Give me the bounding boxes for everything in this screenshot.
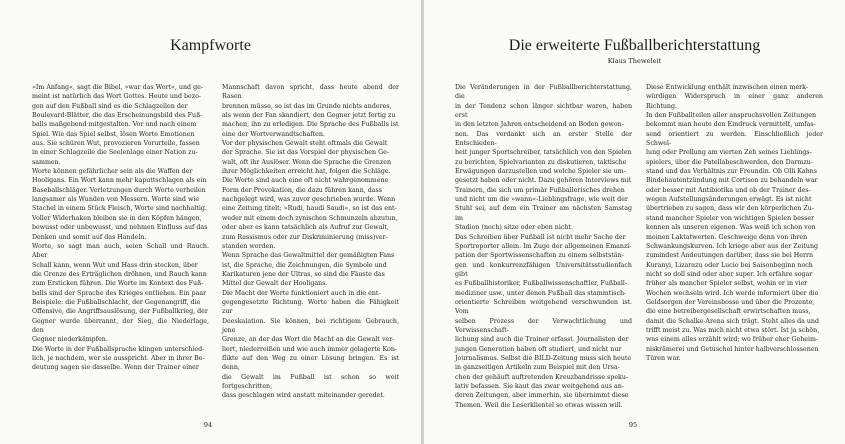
text-line: nicht so doll sind oder aber super. Ich erfahre sogar bbox=[646, 270, 813, 278]
text-line: übertrieben zu sagen, dass wir den körperlichen Zu- bbox=[646, 205, 814, 213]
text-line: In den Fußballteilen aller anspruchsvollen Zeitungen bbox=[646, 112, 817, 120]
text-line: Voller Widerhaken bleiben sie in den Köpfen hängen, bbox=[32, 214, 202, 222]
text-line: Trainern, die sich um primär Fußballerisches drehen bbox=[455, 186, 625, 194]
text-line: deutung sagen sie dasselbe. Wenn der Trainer einer bbox=[32, 364, 199, 372]
text-line: balls sind der Sprache des Krieges entliehen. Ein paar bbox=[32, 289, 207, 297]
text-line: Mittel der Gewalt der Hooligans. bbox=[222, 280, 328, 288]
text-line: zumindest Andeutungen darüber, dass sie bei Herrn bbox=[646, 252, 814, 260]
text-line: stand mancher Spieler von wichtigen Spielen besser bbox=[646, 214, 815, 222]
text-line: in einer Schlagzeile die Seelenlage einer Nation zu- bbox=[32, 149, 198, 157]
text-line: Die Worte sind auch eine oft nicht wahrgenommene bbox=[222, 177, 389, 185]
left-page bbox=[0, 0, 421, 444]
page-number: 95 bbox=[628, 421, 638, 429]
text-line: Offensive, die Angriffsauslösung, der Fußballkrieg, der bbox=[32, 308, 208, 316]
text-line: eine Zeitung titelt: »Rudi, haudi Saudi«, so ist das ent- bbox=[222, 205, 397, 213]
text-line: orientierte Schreiben weitgehend verschwunden ist. Vom bbox=[455, 298, 632, 316]
text-column-2 bbox=[646, 83, 823, 363]
text-line: Mannschaft davon spricht, dass heute abend der Rasen bbox=[222, 84, 399, 101]
text-line: machen, ihn zu erledigen. Die Sprache des Fußballs ist bbox=[222, 121, 399, 129]
text-line: Journalismus. Selbst die BILD-Zeitung muss sich heute bbox=[455, 354, 632, 362]
text-line: zum Ersticken führen. Die Worte im Kontext des Fuß- bbox=[32, 280, 204, 288]
text-line: Beispiele: die Fußballschlacht, der Gegenangriff, die bbox=[32, 298, 201, 306]
text-line: Vor der physischen Gewalt steht oftmals die Gewalt bbox=[222, 140, 388, 148]
text-line: Kuranyi, Lizarazu oder Lucio bei Saisonbeginn noch bbox=[646, 261, 813, 269]
text-line: gegengesetzte Richtung. Worte haben die Fähigkeit zur bbox=[222, 298, 399, 316]
text-line: Hooligans. Ein Wort kann mehr kaputtschlagen als ein bbox=[32, 177, 207, 185]
text-line: Wenn Sprache das Gewaltmittel der gemäßigten Fans bbox=[222, 252, 395, 260]
text-line: der Sprache. Sie ist das Vorspiel der physischen Ge- bbox=[222, 149, 389, 157]
text-line: Stuhl sei, auf dem ein Trainer am nächsten Samstag im bbox=[455, 205, 632, 222]
text-line: in der Tendenz schon länger sichtbar waren, haben erst bbox=[455, 102, 632, 120]
text-line: ihrer Möglichkeiten erreicht hat, folgen die Schläge. bbox=[222, 168, 391, 176]
text-line: was einem alles erzählt wird; wo früher eher Geheim- bbox=[646, 336, 819, 344]
text-line: jungen Generation haben oft studiert, und nicht nur bbox=[455, 345, 622, 353]
text-line: Spiel. Wie das Spiel selbst, lösen Worte Emotionen bbox=[32, 130, 195, 138]
text-line: Sportreporter allein. Im Zuge der allgemeinen Emanzi- bbox=[455, 242, 632, 250]
page-title: Die erweiterte Fußballberichterstattung bbox=[508, 37, 761, 54]
text-line: gen und konkurrenzfähigen Universitätsstudienfach gibt bbox=[455, 261, 632, 278]
text-column-2 bbox=[222, 83, 399, 401]
text-line: oder aber es kann tatsächlich als Aufruf zur Gewalt, bbox=[222, 224, 389, 232]
author-name: Klaus Theweleit bbox=[607, 57, 662, 65]
text-line: die Gewalt im Fußball ist schon so weit fortgeschritten, bbox=[222, 373, 399, 390]
text-line: »Im Anfang«, sagt die Bibel, »war das Wort«, und ge- bbox=[32, 84, 203, 91]
page-title: Kampfworte bbox=[170, 37, 251, 54]
text-line: send orientiert zu werden. Einschließlich jeder Schwel- bbox=[646, 130, 823, 148]
right-page bbox=[424, 0, 845, 444]
text-line: dass geschlagen wird anstatt miteinander geredet. bbox=[222, 392, 385, 400]
text-line: balls maßgebend mitgestalten. Vor und nach einem bbox=[32, 121, 197, 129]
text-line: Erwägungen darzustellen und welche Spieler sie um- bbox=[455, 168, 626, 176]
text-line: Stadion (noch) sitze oder eben nicht. bbox=[455, 224, 573, 232]
text-line: sammen. bbox=[32, 158, 61, 166]
text-line: Boulevard-Blätter, die das Erscheinungsbild des Fuß- bbox=[32, 112, 203, 120]
text-line: Grenze, an der das Wort die Macht an die Gewalt ver- bbox=[222, 336, 395, 344]
text-line: Geldsorgen der Vereinsbosse und über die Prozente, bbox=[646, 298, 815, 306]
text-line: meint ist natürlich das Wort Gottes. Heute und bezo- bbox=[32, 93, 202, 101]
text-line: spielers, über die Patellabeschwerden, den Darmzu- bbox=[646, 158, 813, 166]
text-line: aus. Sie schüren Wut, provozieren Vorurteile, fassen bbox=[32, 140, 200, 148]
text-line: Die Veränderungen in der Fußballberichterstattung, die bbox=[455, 84, 632, 101]
text-line: die eine betreibergesellschaft erwirtschaften muss, bbox=[646, 308, 811, 316]
text-line: Die Worte in der Fußballsprache klingen unterschied- bbox=[32, 345, 205, 353]
text-line: Worte, so sagt man auch, seien Schall und Rauch. Aber bbox=[32, 242, 209, 260]
text-line: flikte auf den Weg zu einer Lösung bringen. Es ist denn, bbox=[222, 354, 399, 372]
text-line: Karikaturen jene der Ultras, so sind die Fäuste das bbox=[222, 270, 385, 278]
text-line: lichung sind auch die Trainer erfasst. Journalisten der bbox=[455, 336, 629, 344]
text-line: Türen war. bbox=[646, 354, 681, 362]
text-line: nachgelegt wird, was zuvor geschrieben wurde. Wenn bbox=[222, 196, 396, 204]
text-line: oder besser mit Antibiotika und ob der Trainer des- bbox=[646, 186, 811, 194]
text-line: Gegner wurde überrannt, der Sieg, die Niederlage, den bbox=[32, 317, 209, 334]
text-line: heit junger Sportschreiber, tatsächlich von den Spielen bbox=[455, 149, 632, 157]
text-line: trifft meist zu. Was mich nicht etwa stört. Ist ja schön, bbox=[646, 326, 820, 334]
text-line: niskrämerei und Getuschel hinter halbverschlossenen bbox=[646, 345, 819, 353]
text-line: meinen Laktatwerten. Geschweige denn von ihren bbox=[646, 233, 808, 241]
text-line: Die Macht der Worte funktioniert auch in die ent- bbox=[222, 289, 381, 297]
text-line: als wenn der Fan skandiert, den Gegner jetzt fertig zu bbox=[222, 112, 396, 120]
text-line: Schall kann, wenn Wut und Hass drin stecken, über bbox=[32, 261, 198, 269]
text-line: in ganzseitigen Artikeln zum Beispiel mit den Ursa- bbox=[455, 364, 620, 372]
text-line: früher als mancher Spieler selbst, wohin er in vier bbox=[646, 280, 808, 288]
text-line: eine der Wortverwandtschaften. bbox=[222, 130, 325, 138]
text-line: mediziner usw., unter denen Fußball das stammtisch- bbox=[455, 289, 627, 297]
text-line: Bindehautentzündung mit Cortison zu behandeln war bbox=[646, 177, 818, 185]
text-line: würdigen Widerspruch in einer ganz anderen Richtung. bbox=[646, 93, 823, 110]
text-line: lativ befassen. Sie kaut das zwar weitgehend aus an- bbox=[455, 383, 624, 390]
text-line: lich, je nachdem, wer sie ausspricht. Aber in ihrer Be- bbox=[32, 354, 205, 362]
text-line: chen der gehäuft auftretenden Kreuzbandrisse speku- bbox=[455, 373, 629, 381]
text-line: weder mit einem doch zynischen Schmunzeln abzutun, bbox=[222, 214, 398, 222]
text-column-1 bbox=[455, 83, 632, 410]
text-line: zum Rassismus oder zur Diskriminierung (miss)ver- bbox=[222, 233, 388, 241]
text-line: selben Prozess der Verwachtlichung und Verwissenschaft- bbox=[455, 317, 632, 334]
text-line: Denken und somit auf das Handeln. bbox=[32, 233, 147, 241]
text-line: Deeskalation. Sie können, bei richtigem Gebrauch, jene bbox=[222, 317, 399, 334]
text-line: walt, oft ihr Auslöser. Wenn die Sprache die Grenzen bbox=[222, 158, 392, 166]
text-line: lung oder Prellung am vierten Zeh seines Lieblings- bbox=[646, 149, 812, 157]
page-number: 94 bbox=[203, 421, 213, 429]
text-line: langsamer als Wunden von Messern. Worte sind wie bbox=[32, 196, 200, 204]
text-line: zu berichten, Spielvarianten zu diskutieren, taktische bbox=[455, 158, 627, 166]
text-line: die Grenze des Erträglichen dröhnen, und Rauch kann bbox=[32, 270, 207, 278]
text-line: Wochen wechseln wird. Ich werde informiert über die bbox=[646, 289, 819, 297]
text-line: Baseballschläger. Verletzungen durch Worte verheilen bbox=[32, 186, 206, 194]
text-line: und nicht um die »wann«-Lieblingsfrage, wie weit der bbox=[455, 196, 628, 204]
text-line: wegen Aufstellungsänderungen erwägt. Es ist nicht bbox=[646, 196, 812, 204]
text-line: bewusst oder unbewusst, und nehmen Einfluss auf das bbox=[32, 224, 208, 232]
text-line: Worte können gefährlicher sein als die Waffen der bbox=[32, 168, 193, 176]
text-line: nen. Das verdankt sich an erster Stelle der Entschieden- bbox=[455, 130, 632, 148]
text-line: kennen als unseren eigenen. Was weiß ich schon von bbox=[646, 224, 816, 232]
text-line: standen werden. bbox=[222, 242, 276, 250]
text-line: es Fußballhistoriker, Fußballwissenschaftler, Fußball- bbox=[455, 280, 628, 288]
text-line: bekommt man heute den Eindruck vermittelt, umfas- bbox=[646, 121, 816, 129]
text-line: liert, niederreißen und wie auch immer gelagerte Kon- bbox=[222, 345, 398, 353]
text-line: gen auf den Fußball sind es die Schlagzeilen der bbox=[32, 102, 188, 110]
text-line: brennen müsse, so ist das im Grunde nichts anderes, bbox=[222, 102, 392, 110]
text-line: Gegner niederkämpfen. bbox=[32, 336, 108, 344]
text-line: deren Zeitungen, aber immerhin, sie übernimmt diese bbox=[455, 392, 629, 400]
text-line: pation der Sportwissenschaften zu einem selbststän- bbox=[455, 252, 624, 260]
text-line: Stachel in einem Stück Fleisch, Worte sind nachhaltig. bbox=[32, 205, 207, 213]
text-line: Diese Entwicklung enthält inzwischen einen merk- bbox=[646, 84, 809, 91]
text-column-1 bbox=[32, 83, 209, 373]
text-line: damit die Schalke-Arena sich trägt. Steht alles da und bbox=[646, 317, 820, 325]
text-line: Form der Provokation, die dazu führen kann, dass bbox=[222, 186, 383, 194]
text-line: Das Schreiben über Fußball ist nicht mehr Sache der bbox=[455, 233, 626, 241]
text-line: ist, die Sprache, die Zeichnungen, die Symbole und bbox=[222, 261, 387, 269]
text-line: stand und das Verhältnis zur Freundin. Ob Olli Kahns bbox=[646, 168, 818, 176]
text-line: gesetzt haben oder nicht. Dazu gehören Interviews mit bbox=[455, 177, 632, 185]
text-line: Themen. Weil die Leserklientel so etwas wissen will. bbox=[455, 401, 623, 409]
text-line: Schwankungskurven. Ich kriege aber aus der Zeitung bbox=[646, 242, 819, 250]
text-line: in den letzten Jahren entscheidend an Boden gewon- bbox=[455, 121, 624, 129]
